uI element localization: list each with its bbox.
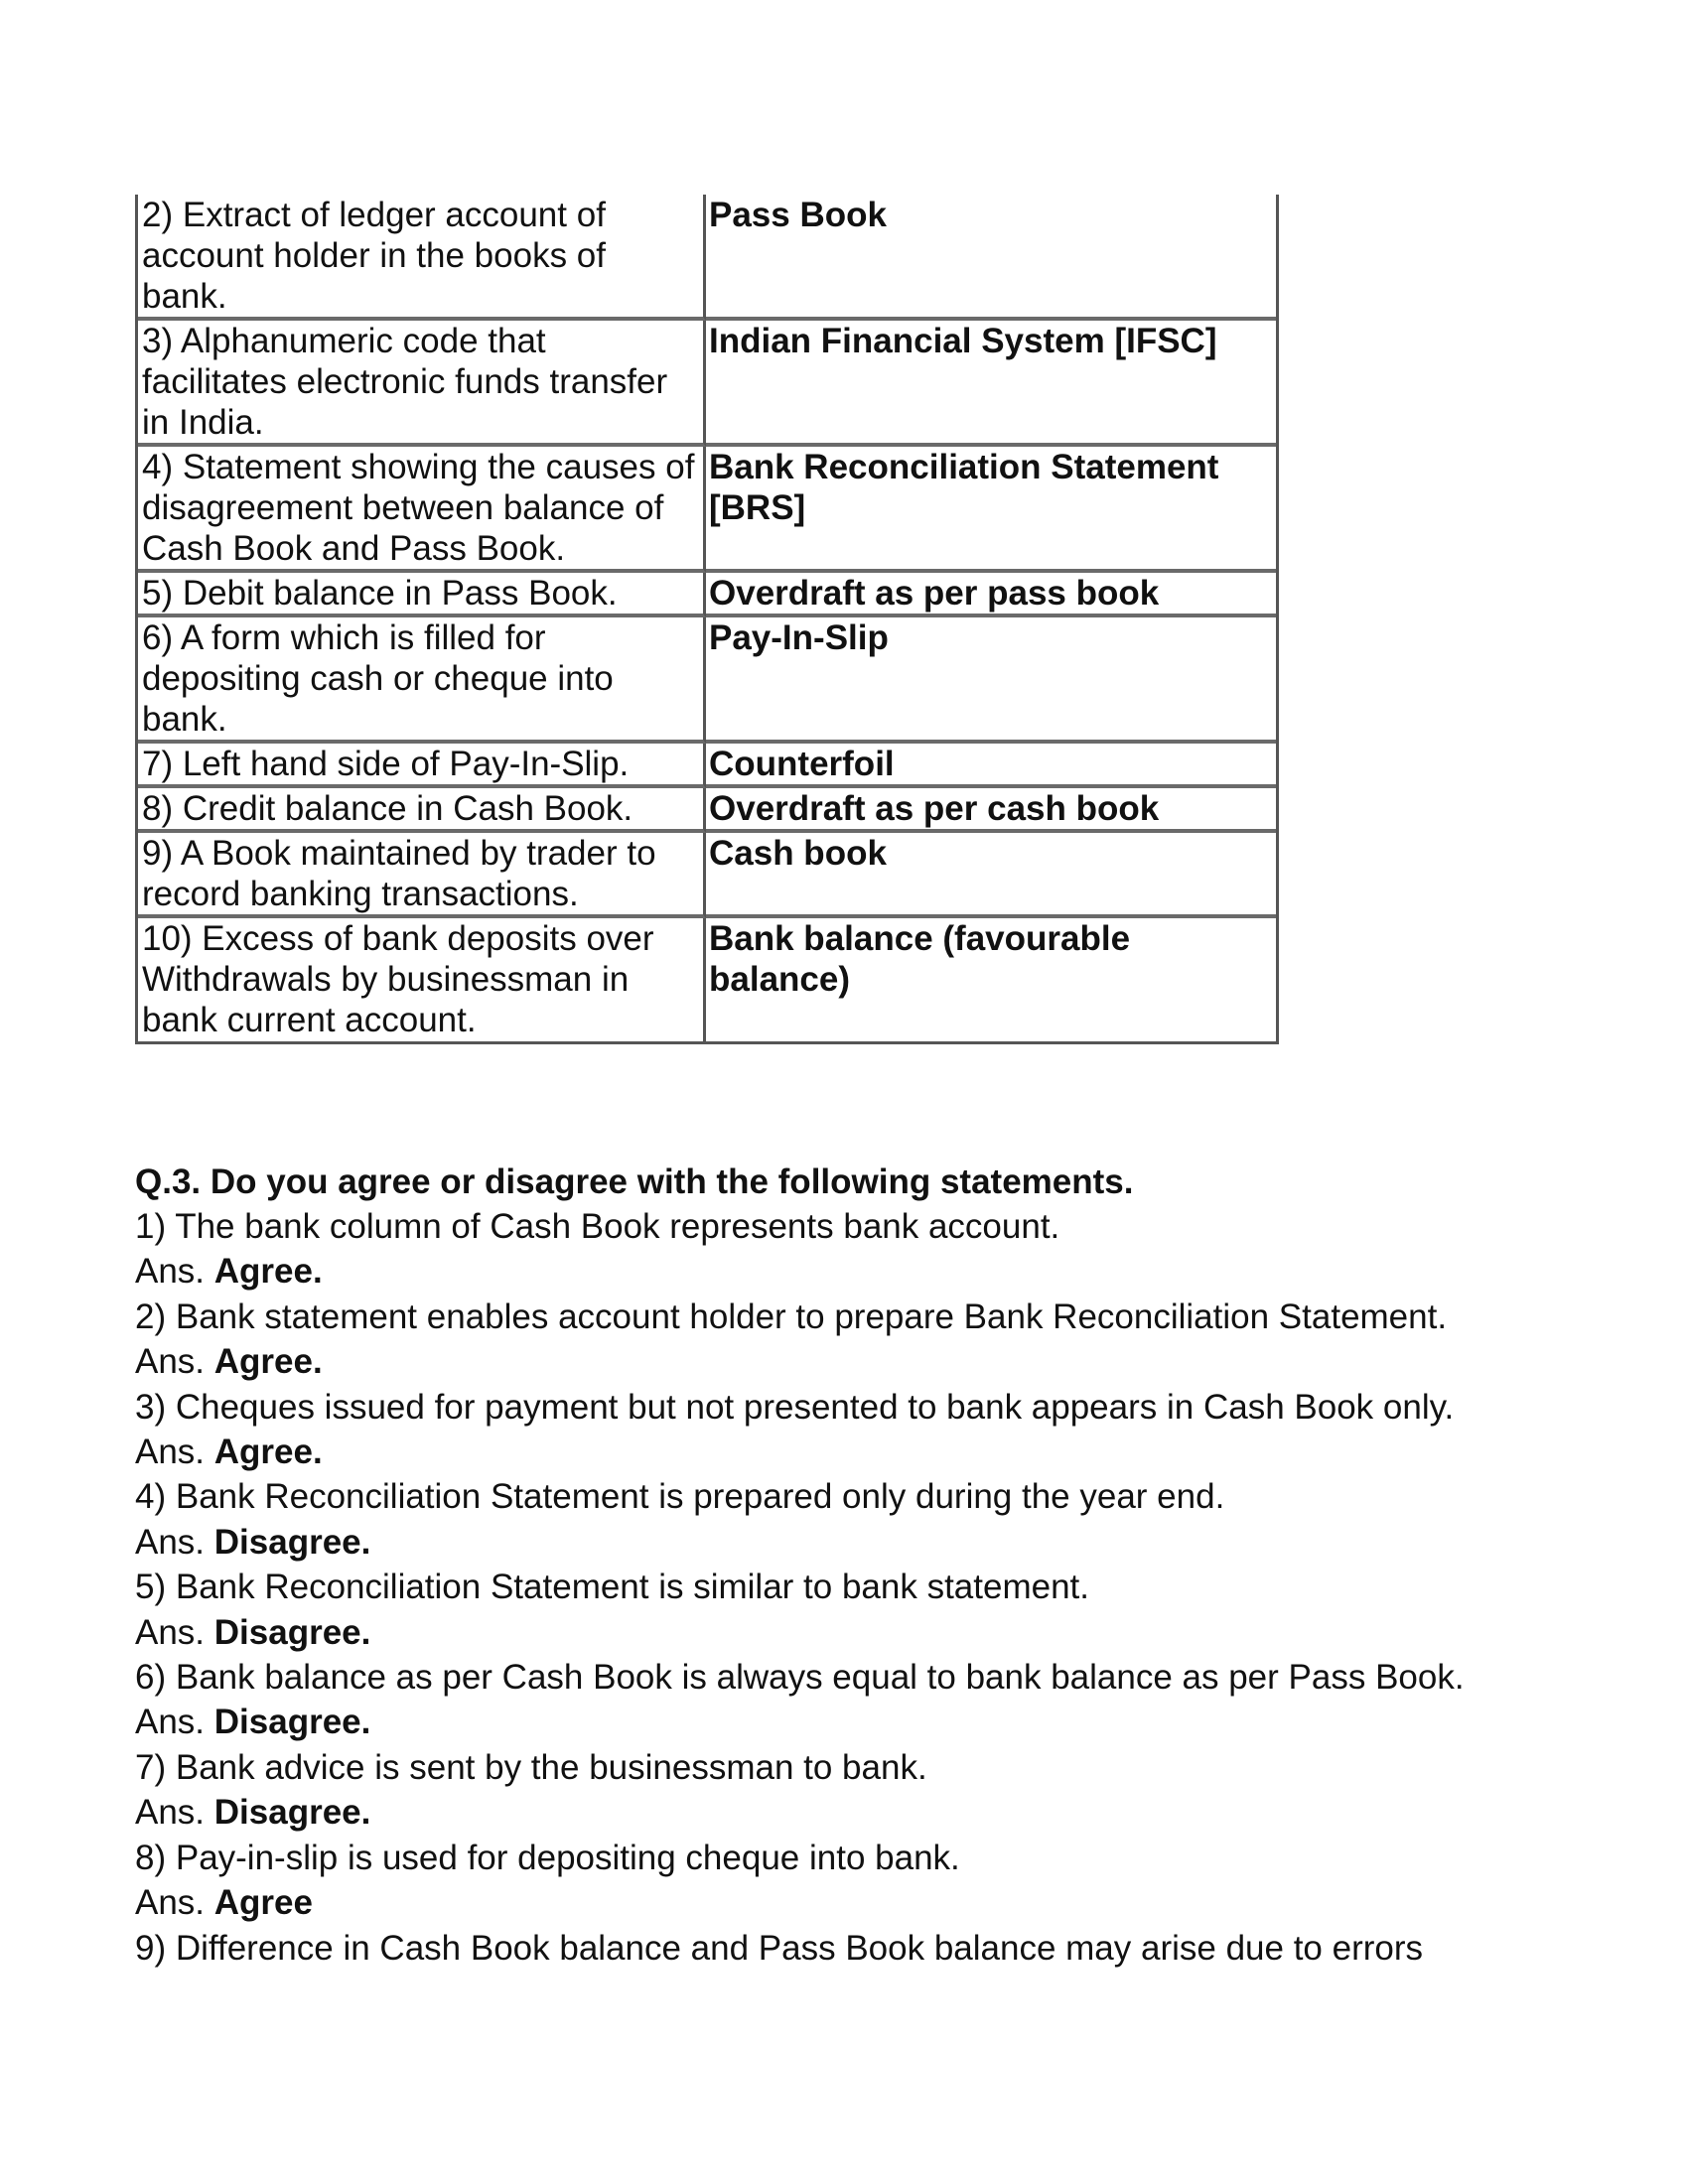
ans-value: Disagree. <box>213 1703 371 1742</box>
table-cell-answer: Counterfoil <box>706 744 1276 788</box>
ans-prefix: Ans. <box>135 1793 206 1833</box>
answer-line <box>135 1880 1605 1925</box>
answer-line <box>135 1430 1605 1474</box>
answer-line <box>135 1790 1605 1835</box>
ans-value: Disagree. <box>213 1612 371 1652</box>
table-cell-answer: Overdraft as per pass book <box>706 573 1276 617</box>
ans-prefix: Ans. <box>135 1252 206 1292</box>
table-cell-answer: Indian Financial System [IFSC] <box>706 321 1276 447</box>
ans-prefix: Ans. <box>135 1342 206 1382</box>
ans-value: Disagree. <box>213 1793 371 1833</box>
ans-value: Agree <box>213 1883 313 1923</box>
ans-prefix: Ans. <box>135 1433 206 1472</box>
ans-prefix: Ans. <box>135 1522 206 1562</box>
table-cell-question: 10) Excess of bank deposits over Withdrawals by businessman in bank current account. <box>138 918 706 1041</box>
table-cell-question: 4) Statement showing the causes of disagreement between balance of Cash Book and Pass Book. <box>138 447 706 573</box>
statement: 5) Bank Reconciliation Statement is similar to bank statement. <box>135 1568 1089 1607</box>
statement: 2) Bank statement enables account holder to prepare Bank Reconciliation Statement. <box>135 1297 1448 1336</box>
q3-section <box>135 1160 1605 1971</box>
answer-line <box>135 1520 1605 1565</box>
table-cell-question: 5) Debit balance in Pass Book. <box>138 573 706 617</box>
table-cell-answer: Cash book <box>706 833 1276 918</box>
answer-line <box>135 1700 1605 1744</box>
ans-prefix: Ans. <box>135 1703 206 1742</box>
table-cell-question: 8) Credit balance in Cash Book. <box>138 788 706 833</box>
statement: 6) Bank balance as per Cash Book is always equal to bank balance as per Pass Book. <box>135 1658 1465 1698</box>
table-cell-answer: Bank Reconciliation Statement [BRS] <box>706 447 1276 573</box>
statement: 7) Bank advice is sent by the businessman to bank. <box>135 1747 927 1787</box>
table-cell-answer: Pass Book <box>706 195 1276 321</box>
table-cell-answer: Bank balance (favourable balance) <box>709 919 1131 999</box>
table-cell-answer: Overdraft as per cash book <box>706 788 1276 833</box>
table-row <box>138 744 1276 788</box>
answer-line <box>135 1339 1605 1384</box>
statement: 3) Cheques issued for payment but not presented to bank appears in Cash Book only. <box>135 1387 1455 1427</box>
table-row <box>138 833 1276 918</box>
table-cell-question: 2) Extract of ledger account of account holder in the books of bank. <box>138 195 706 321</box>
ans-value: Agree. <box>213 1252 323 1292</box>
statement: 4) Bank Reconciliation Statement is prepared only during the year end. <box>135 1477 1225 1517</box>
table-cell-answer: Pay-In-Slip <box>706 617 1276 744</box>
table-cell-question: 6) A form which is filled for depositing cash or cheque into bank. <box>138 617 706 744</box>
statement: 1) The bank column of Cash Book represents bank account. <box>135 1207 1060 1246</box>
ans-value: Agree. <box>213 1342 323 1382</box>
ans-value: Agree. <box>213 1433 323 1472</box>
table-row <box>138 447 1276 573</box>
table-row <box>138 573 1276 617</box>
statement: 8) Pay-in-slip is used for depositing cheque into bank. <box>135 1838 960 1877</box>
table-row <box>138 321 1276 447</box>
table-cell-question: 7) Left hand side of Pay-In-Slip. <box>138 744 706 788</box>
ans-prefix: Ans. <box>135 1612 206 1652</box>
table-row <box>138 918 1276 1041</box>
ans-prefix: Ans. <box>135 1883 206 1923</box>
table-row <box>138 195 1276 321</box>
table-row <box>138 788 1276 833</box>
answer-line <box>135 1610 1605 1655</box>
table-cell-question: 9) A Book maintained by trader to record banking transactions. <box>138 833 706 918</box>
match-table <box>135 195 1279 1044</box>
table-cell-question: 3) Alphanumeric code that facilitates electronic funds transfer in India. <box>138 321 706 447</box>
q3-heading: Q.3. Do you agree or disagree with the following statements. <box>135 1162 1134 1201</box>
table-row <box>138 617 1276 744</box>
ans-value: Disagree. <box>213 1522 371 1562</box>
answer-line <box>135 1249 1605 1294</box>
statement: 9) Difference in Cash Book balance and Pass Book balance may arise due to errors <box>135 1928 1424 1968</box>
